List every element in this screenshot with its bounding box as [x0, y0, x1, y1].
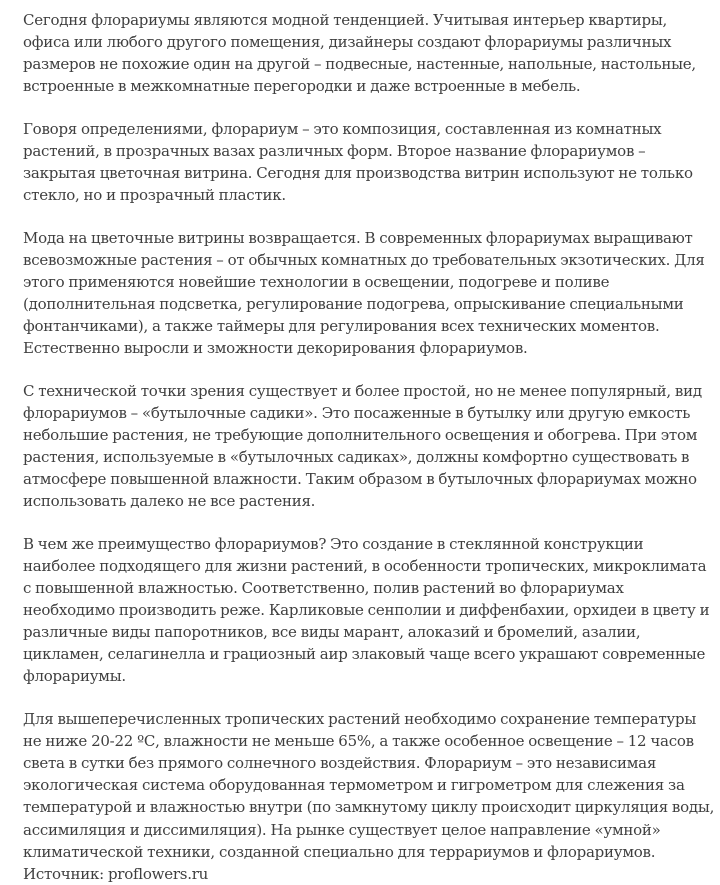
article-paragraph-4: С технической точки зрения существует и более простой, но не менее популярный, вид флорариумов – «бутылочные садики». Это посаженные в бутылку или другую емкость небольшие растения, не требующие дополнительного освещения и обогрева. При этом растения, используемые в «бутылочных садиках», должны комфортно существовать в атмосфере повышенной влажности. Таким образом в бутылочных флорариумах можно использовать далеко не все растения.: [23, 381, 702, 511]
article-paragraph-5: В чем же преимущество флорариумов? Это создание в стеклянной конструкции наиболее подходящего для жизни растений, в особенности тропических, микроклимата с повышенной влажностью. Соответственно, полив растений во флорариумах необходимо производить реже. Карликовые сенполии и диффенбахии, орхидеи в цвету и различные виды папоротников, все виды марант, алоказий и бромелий, азалии, цикламен, селагинелла и грациозный аир злаковый чаще всего украшают современные флорариумы.: [23, 534, 710, 686]
source-label: Источник:: [23, 864, 104, 883]
source-link[interactable]: proflowers.ru: [107, 864, 209, 883]
article-body: [23, 9, 715, 885]
source-line: [23, 863, 715, 885]
article-paragraph-2: Говоря определениями, флорариум – это композиция, составленная из комнатных растений, в прозрачных вазах различных форм. Второе название флорариумов – закрытая цветочная витрина. Сегодня для производства витрин используют не только стекло, но и прозрачный пластик.: [23, 119, 693, 205]
article-paragraph-3: Мода на цветочные витрины возвращается. В современных флорариумах выращивают всевозможные растения – от обычных комнатных до требовательных экзотических. Для этого применяются новейшие технологии в освещении, подогреве и поливе (дополнительная подсветка, регулирование подогрева, опрыскивание специальными фонтанчиками), а также таймеры для регулирования всех технических моментов. Естественно выросли и зможности декорирования флорариумов.: [23, 228, 705, 358]
article-paragraph-6: Для вышеперечисленных тропических растений необходимо сохранение температуры не ниже 20-22 ºС, влажности не меньше 65%, а также особенное освещение – 12 часов света в сутки без прямого солнечного воздействия. Флорариум – это независимая экологическая система оборудованная термометром и гигрометром для слежения за температурой и влажностью внутри (по замкнутому циклу происходит циркуляция воды, ассимиляция и диссимиляция). На рынке существует целое направление «умной» климатической техники, созданной специально для террариумов и флорариумов.: [23, 710, 715, 861]
article-paragraph-1: Сегодня флорариумы являются модной тенденцией. Учитывая интерьер квартиры, офиса или любого другого помещения, дизайнеры создают флорариумы различных размеров не похожие один на другой – подвесные, настенные, напольные, настольные, встроенные в межкомнатные перегородки и даже встроенные в мебель.: [23, 11, 696, 96]
